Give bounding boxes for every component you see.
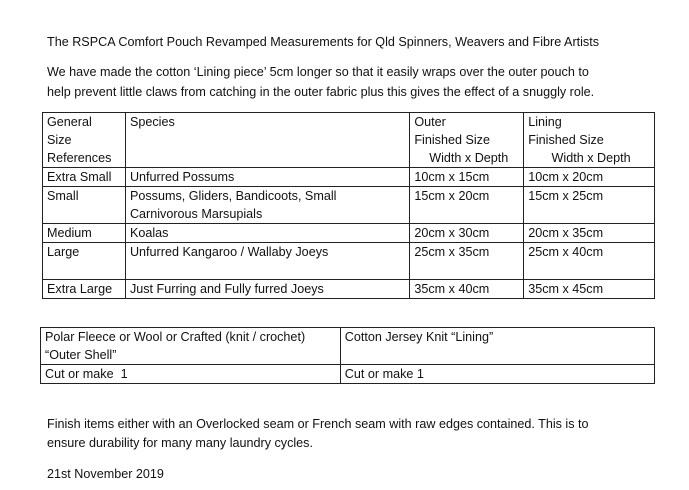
header-size-line: General [47, 115, 92, 129]
outer-material-cell [41, 328, 341, 365]
species-cell [125, 280, 409, 299]
lining-size-cell: 35cm x 45cm [524, 280, 655, 299]
size-cell: Extra Small [43, 168, 126, 187]
lining-size-cell: 20cm x 35cm [524, 224, 655, 243]
species-line: Possums, Gliders, Bandicoots, Small [129, 189, 337, 203]
species-cell [125, 224, 409, 243]
header-outer-line: Finished Size [414, 133, 490, 147]
species-line: Unfurred Kangaroo / Wallaby Joeys [129, 245, 329, 259]
lining-size-cell: 15cm x 25cm [524, 187, 655, 224]
species-line: Unfurred Possums [129, 170, 235, 184]
species-line: Carnivorous Marsupials [129, 207, 263, 221]
header-lining-line: Lining [528, 115, 562, 129]
header-size-line: Size [47, 133, 72, 147]
table-row [43, 187, 655, 224]
document-title: The RSPCA Comfort Pouch Revamped Measurements for Qld Spinners, Weavers and Fibre Artists [47, 35, 600, 49]
materials-table [40, 327, 655, 384]
header-outer-line: Width x Depth [429, 151, 509, 165]
header-outer [410, 113, 524, 168]
header-size-reference [43, 113, 126, 168]
size-cell: Extra Large [43, 280, 126, 299]
outer-size-cell: 20cm x 30cm [410, 224, 524, 243]
table-row [41, 328, 655, 365]
finish-text-line-2: ensure durability for many many laundry cycles. [47, 436, 313, 450]
species-cell [125, 187, 409, 224]
header-lining [524, 113, 655, 168]
header-species-label: Species [129, 115, 175, 129]
lining-quantity-cell: Cut or make 1 [340, 365, 654, 384]
outer-size-cell: 35cm x 40cm [410, 280, 524, 299]
size-cell: Medium [43, 224, 126, 243]
finish-text-line-1: Finish items either with an Overlocked seam or French seam with raw edges contained. This is to [47, 417, 589, 431]
species-line: Koalas [129, 226, 169, 240]
size-cell: Large [43, 243, 126, 280]
table-row [43, 280, 655, 299]
document-date: 21st November 2019 [47, 467, 164, 481]
species-line: Just Furring and Fully furred Joeys [129, 282, 324, 296]
outer-size-cell: 10cm x 15cm [410, 168, 524, 187]
table-header-row [43, 113, 655, 168]
lining-size-cell: 10cm x 20cm [524, 168, 655, 187]
outer-material-line: “Outer Shell” [45, 348, 117, 362]
header-outer-line: Outer [414, 115, 446, 129]
table-row [41, 365, 655, 384]
table-row [43, 243, 655, 280]
header-lining-line: Width x Depth [551, 151, 631, 165]
outer-quantity-cell: Cut or make 1 [41, 365, 341, 384]
intro-text-line-1: We have made the cotton ‘Lining piece’ 5cm longer so that it easily wraps over the outer pouch to [47, 65, 589, 79]
species-cell [125, 243, 409, 280]
outer-size-cell: 25cm x 35cm [410, 243, 524, 280]
outer-material-line: Polar Fleece or Wool or Crafted (knit / crochet) [45, 330, 306, 344]
size-cell: Small [43, 187, 126, 224]
lining-material-cell: Cotton Jersey Knit “Lining” [340, 328, 654, 365]
header-species [125, 113, 409, 168]
species-cell [125, 168, 409, 187]
table-row [43, 168, 655, 187]
intro-text-line-2: help prevent little claws from catching in the outer fabric plus this gives the effect of a snuggly role. [47, 85, 595, 99]
header-size-line: References [47, 151, 112, 165]
table-row [43, 224, 655, 243]
outer-size-cell: 15cm x 20cm [410, 187, 524, 224]
header-lining-line: Finished Size [528, 133, 604, 147]
lining-size-cell: 25cm x 40cm [524, 243, 655, 280]
size-measurements-table [42, 112, 655, 299]
